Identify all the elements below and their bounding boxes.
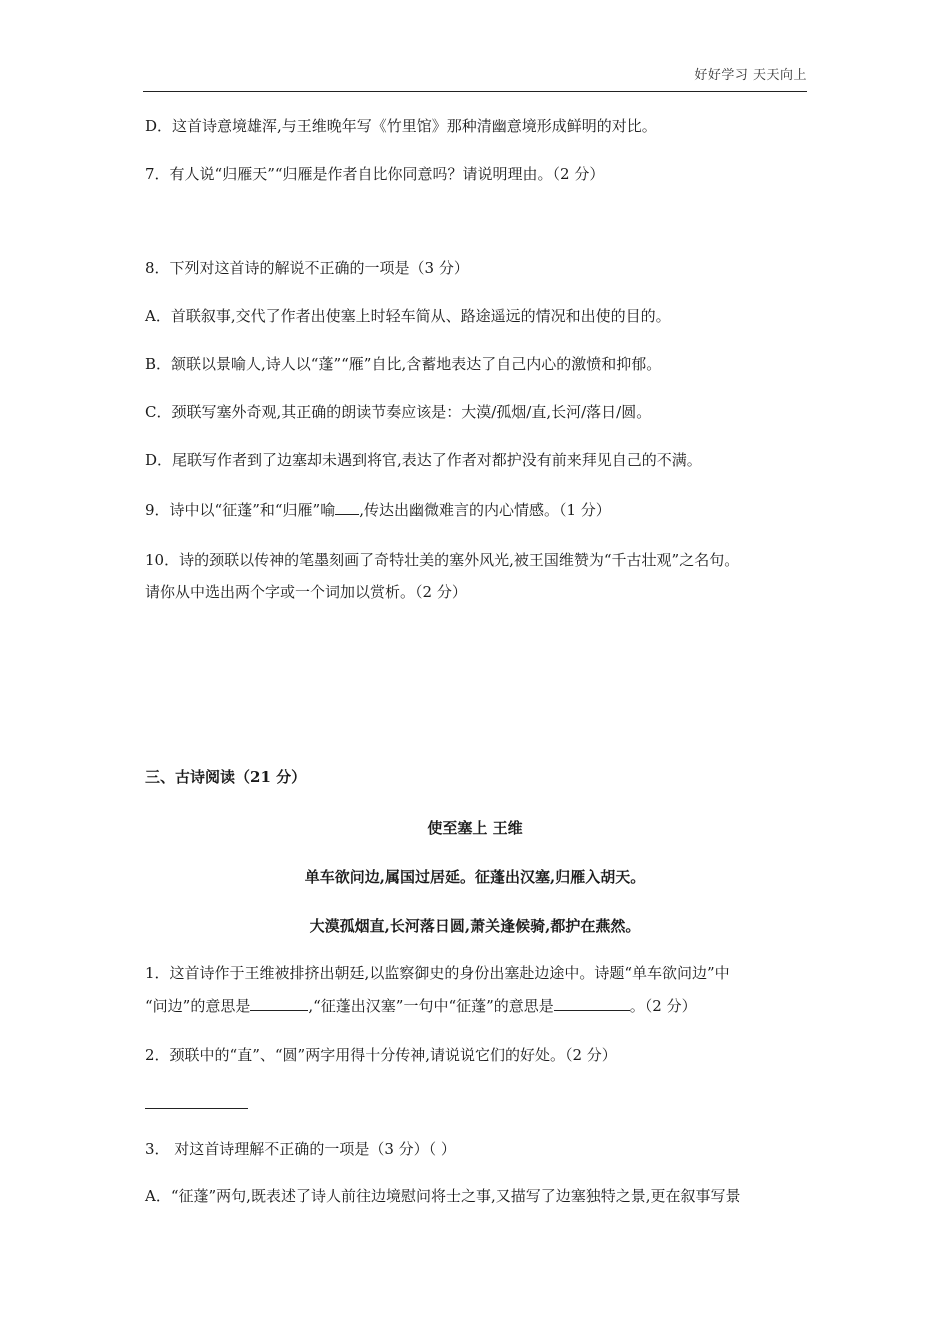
sub-question-1-part-c: 。（2 分） — [629, 997, 697, 1015]
option-d-previous: D．这首诗意境雄浑,与王维晚年写《竹里馆》那种清幽意境形成鲜明的对比。 — [145, 117, 657, 135]
question-10-line-1: 10．诗的颈联以传神的笔墨刻画了奇特壮美的塞外风光,被王国维赞为“千古壮观”之名句。 — [145, 551, 740, 569]
answer-line — [145, 1108, 248, 1109]
sub-question-1-line-1: 1．这首诗作于王维被排挤出朝廷,以监察御史的身份出塞赴边途中。诗题“单车欲问边”中 — [145, 964, 730, 982]
question-8-option-c: C．颈联写塞外奇观,其正确的朗读节奏应该是：大漠/孤烟/直,长河/落日/圆。 — [145, 403, 652, 421]
question-9-blank — [335, 500, 359, 515]
header-divider — [143, 91, 807, 92]
question-7: 7．有人说“归雁天”“归雁是作者自比你同意吗？请说明理由。（2 分） — [145, 165, 605, 183]
sub-question-2: 2．颈联中的“直”、“圆”两字用得十分传神,请说说它们的好处。（2 分） — [145, 1046, 617, 1064]
sub-question-1-part-a: “问边”的意思是 — [145, 997, 251, 1015]
header-text: 好好学习 天天向上 — [694, 68, 807, 83]
question-10-line-2: 请你从中选出两个字或一个词加以赏析。（2 分） — [145, 583, 467, 601]
question-9-suffix: ,传达出幽微难言的内心情感。（1 分） — [359, 501, 611, 519]
poem-line-2: 大漠孤烟直,长河落日圆,萧关逢候骑,都护在燕然。 — [309, 917, 641, 935]
sub-question-3-option-a: A．“征蓬”两句,既表述了诗人前往边境慰问将士之事,又描写了边塞独特之景,更在叙事写景 — [145, 1187, 741, 1205]
poem-title: 使至塞上 王维 — [427, 819, 523, 837]
question-8: 8．下列对这首诗的解说不正确的一项是（3 分） — [145, 259, 469, 277]
sub-question-1-line-2 — [145, 996, 697, 1016]
question-8-option-a: A．首联叙事,交代了作者出使塞上时轻车简从、路途遥远的情况和出使的目的。 — [145, 307, 671, 325]
sub-question-3: 3． 对这首诗理解不正确的一项是（3 分）（ ） — [145, 1140, 456, 1158]
answer-blank-1 — [250, 996, 308, 1011]
poem-line-1: 单车欲问边,属国过居延。征蓬出汉塞,归雁入胡天。 — [304, 868, 646, 886]
question-8-option-d: D．尾联写作者到了边塞却未遇到将官,表达了作者对都护没有前来拜见自己的不满。 — [145, 451, 702, 469]
answer-blank-2 — [554, 996, 630, 1011]
sub-question-1-part-b: ,“征蓬出汉塞”一句中“征蓬”的意思是 — [308, 997, 554, 1015]
question-9 — [145, 500, 611, 520]
section-heading: 三、古诗阅读（21 分） — [145, 768, 307, 786]
question-9-prefix: 9．诗中以“征蓬”和“归雁”喻 — [145, 501, 336, 519]
question-8-option-b: B．颔联以景喻人,诗人以“蓬”“雁”自比,含蓄地表达了自己内心的激愤和抑郁。 — [145, 355, 662, 373]
